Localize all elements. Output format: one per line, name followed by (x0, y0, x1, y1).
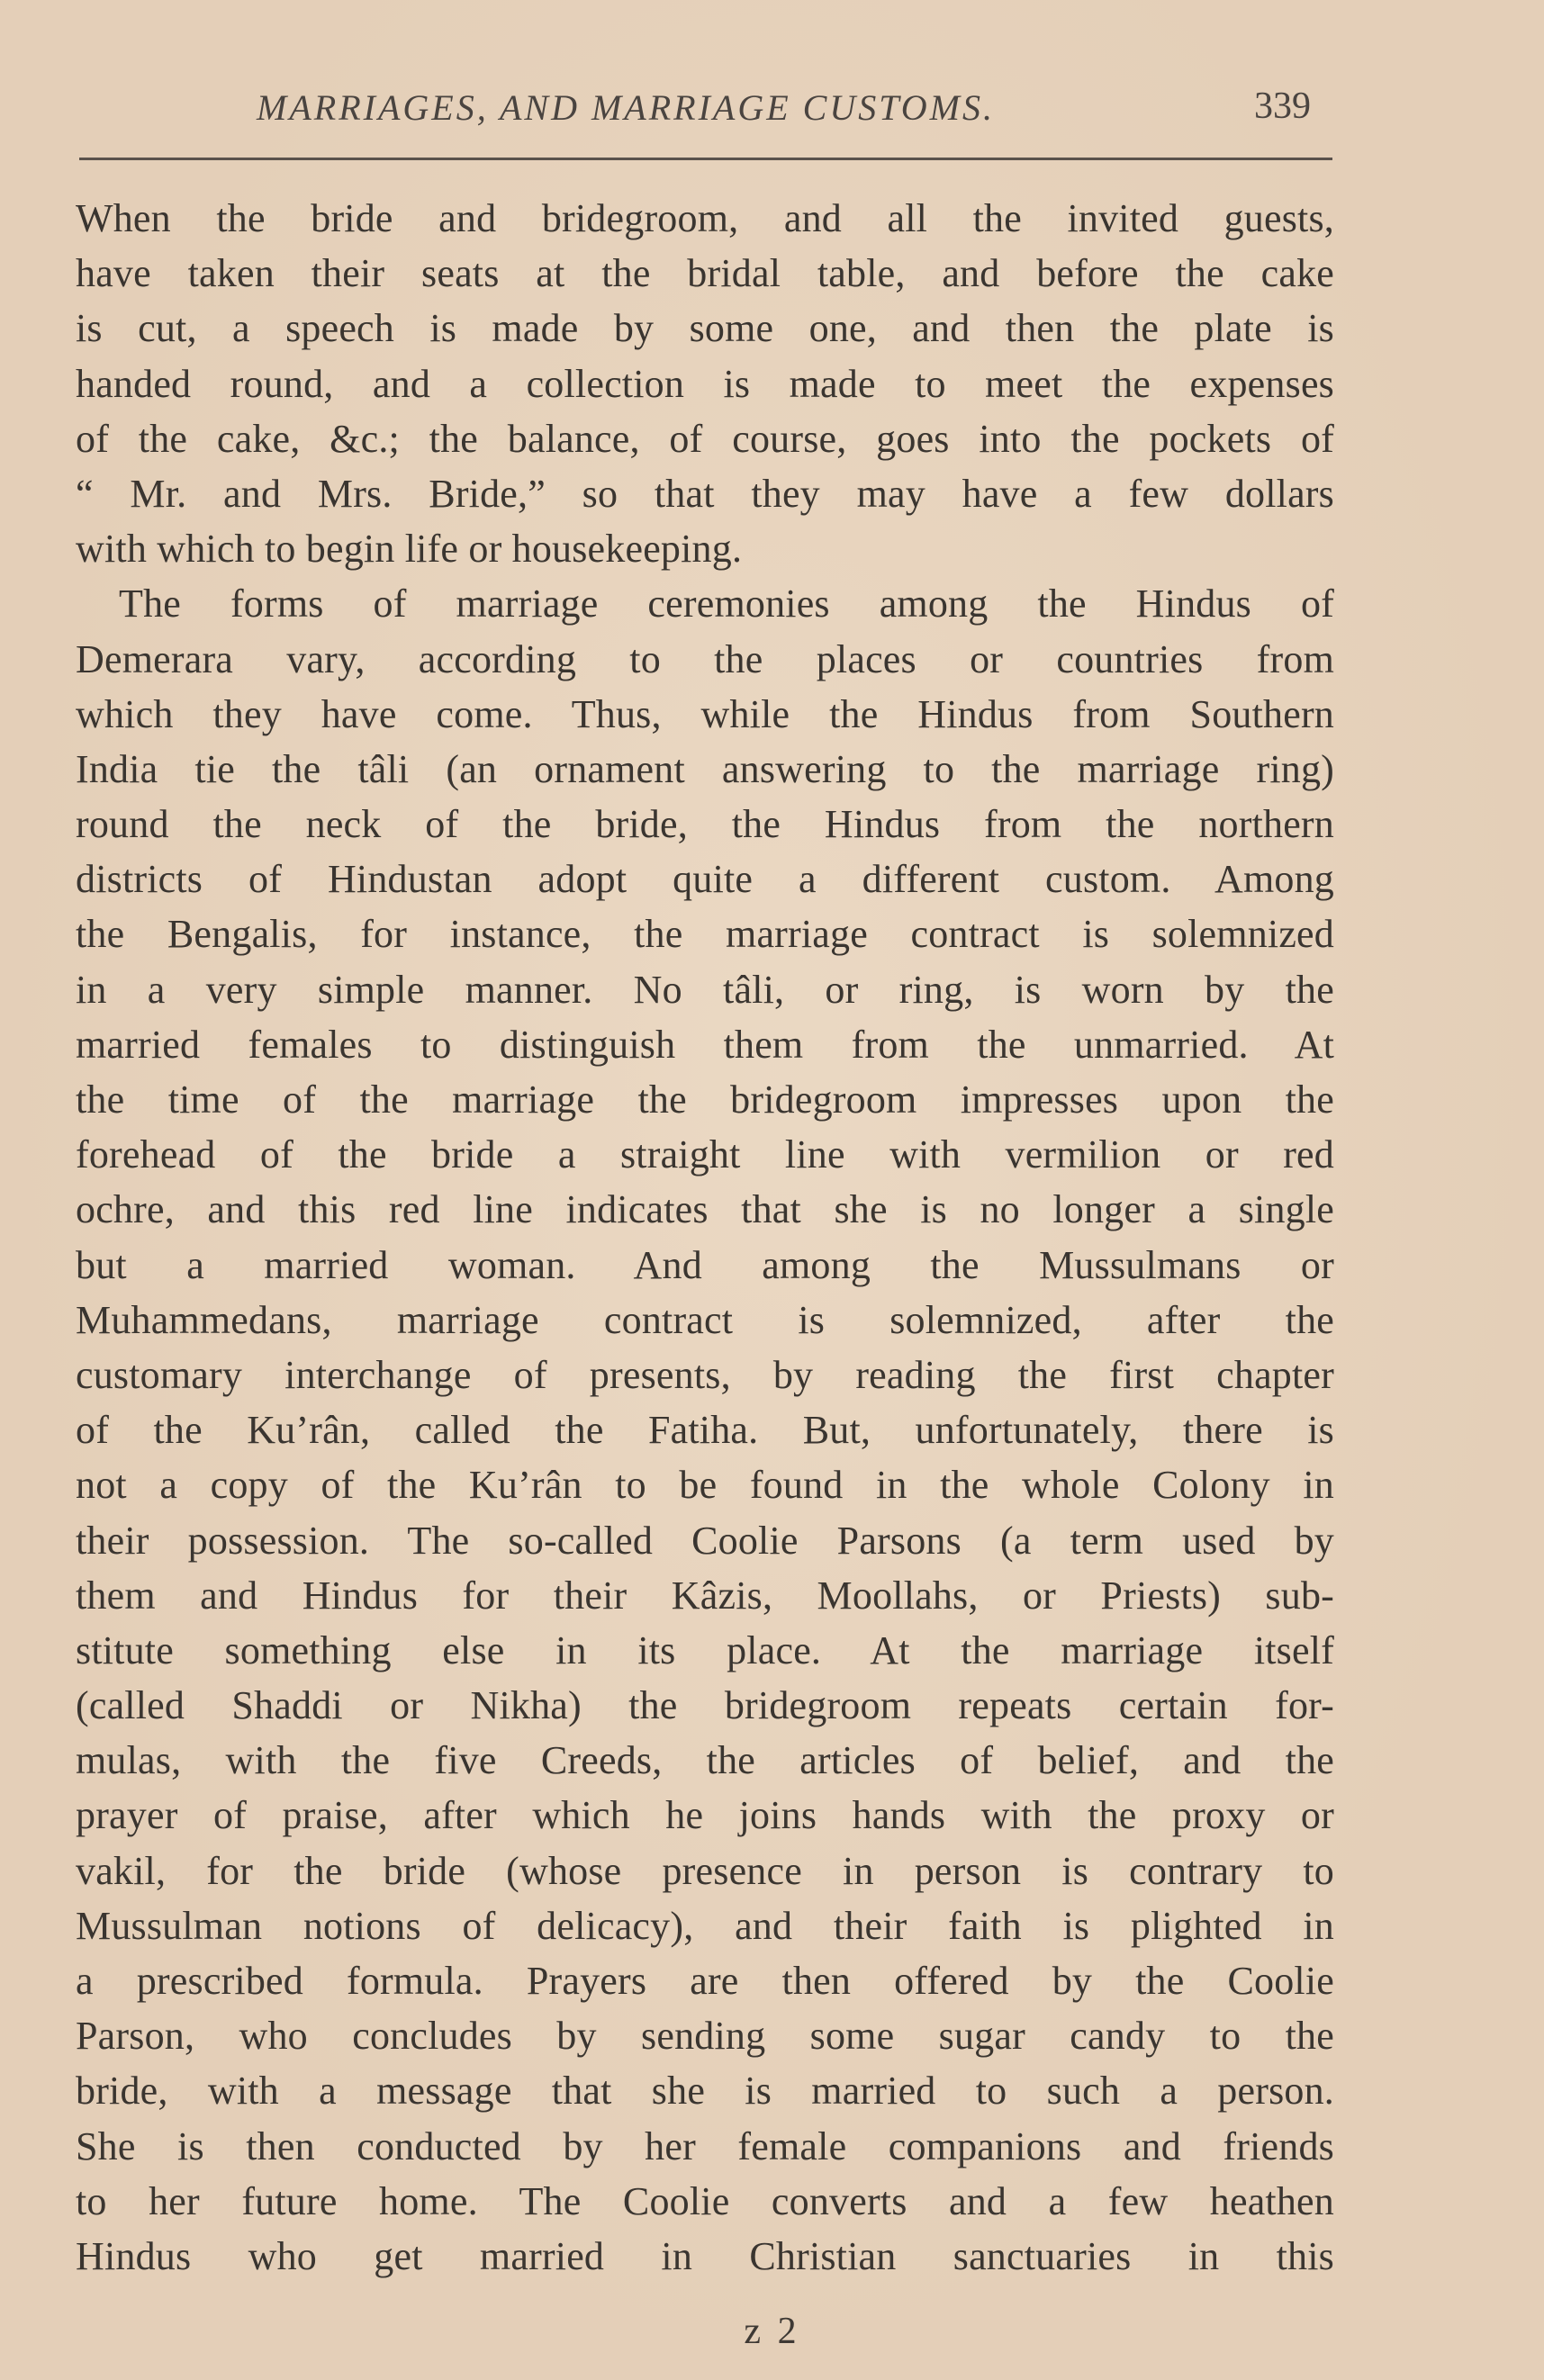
text-line: to her future home. The Coolie converts and a few heathen (76, 2178, 1334, 2223)
text-line: Mussulman notions of delicacy), and their faith is plighted in (76, 1903, 1334, 1948)
text-line: but a married woman. And among the Mussulmans or (76, 1242, 1334, 1287)
text-line: bride, with a message that she is married to such a person. (76, 2069, 1334, 2114)
text-line: married females to distinguish them from the unmarried. At (76, 1022, 1334, 1067)
text-line: prayer of praise, after which he joins hands with the proxy or (76, 1793, 1334, 1838)
text-line: is cut, a speech is made by some one, and then the plate is (76, 306, 1334, 351)
text-line: Parson, who concludes by sending some sugar candy to the (76, 2014, 1334, 2059)
text-line: customary interchange of presents, by reading the first chapter (76, 1352, 1334, 1397)
text-line: Demerara vary, according to the places or countries from (76, 636, 1334, 681)
text-line: handed round, and a collection is made to meet the expenses (76, 361, 1334, 406)
text-line: their possession. The so-called Coolie Parsons (a term used by (76, 1518, 1334, 1563)
text-line: mulas, with the five Creeds, the articles of belief, and the (76, 1738, 1334, 1783)
text-line: forehead of the bride a straight line with vermilion or red (76, 1132, 1334, 1177)
text-line: Muhammedans, marriage contract is solemnized, after the (76, 1297, 1334, 1342)
text-line: not a copy of the Ku’rân to be found in the whole Colony in (76, 1463, 1334, 1508)
text-line: districts of Hindustan adopt quite a different custom. Among (76, 857, 1334, 902)
page-number: 339 (1254, 86, 1311, 127)
header-rule (79, 158, 1332, 160)
text-line: of the cake, &c.; the balance, of course, goes into the pockets of (76, 416, 1334, 461)
text-line: India tie the tâli (an ornament answering to the marriage ring) (76, 746, 1334, 791)
text-line: the Bengalis, for instance, the marriage contract is solemnized (76, 912, 1334, 957)
text-line: in a very simple manner. No tâli, or ring, is worn by the (76, 967, 1334, 1012)
text-line: the time of the marriage the bridegroom impresses upon the (76, 1077, 1334, 1122)
text-line: have taken their seats at the bridal table, and before the cake (76, 251, 1334, 296)
running-head-title: MARRIAGES, AND MARRIAGE CUSTOMS. (257, 87, 995, 128)
text-line: a prescribed formula. Prayers are then offered by the Coolie (76, 1959, 1334, 2003)
text-line: ochre, and this red line indicates that she is no longer a single (76, 1187, 1334, 1232)
text-line: round the neck of the bride, the Hindus from the northern (76, 802, 1334, 847)
text-line: She is then conducted by her female companions and friends (76, 2123, 1334, 2168)
text-line: with which to begin life or housekeeping. (76, 527, 743, 572)
text-line: stitute something else in its place. At the marriage itself (76, 1627, 1334, 1672)
text-line: of the Ku’rân, called the Fatiha. But, unfortunately, there is (76, 1408, 1334, 1453)
text-line: “ Mr. and Mrs. Bride,” so that they may have a few dollars (76, 471, 1334, 516)
text-line: When the bride and bridegroom, and all the invited guests, (76, 196, 1334, 240)
text-line: (called Shaddi or Nikha) the bridegroom repeats certain for- (76, 1683, 1334, 1728)
body-text (76, 191, 1334, 2284)
signature-mark: z 2 (744, 2311, 800, 2352)
running-head (0, 86, 1544, 140)
text-line: Hindus who get married in Christian sanctuaries in this (76, 2233, 1334, 2278)
text-line: them and Hindus for their Kâzis, Moollahs, or Priests) sub- (76, 1573, 1334, 1618)
text-line: The forms of marriage ceremonies among the Hindus of (119, 581, 1334, 627)
text-line: vakil, for the bride (whose presence in person is contrary to (76, 1848, 1334, 1893)
text-line: which they have come. Thus, while the Hindus from Southern (76, 691, 1334, 736)
